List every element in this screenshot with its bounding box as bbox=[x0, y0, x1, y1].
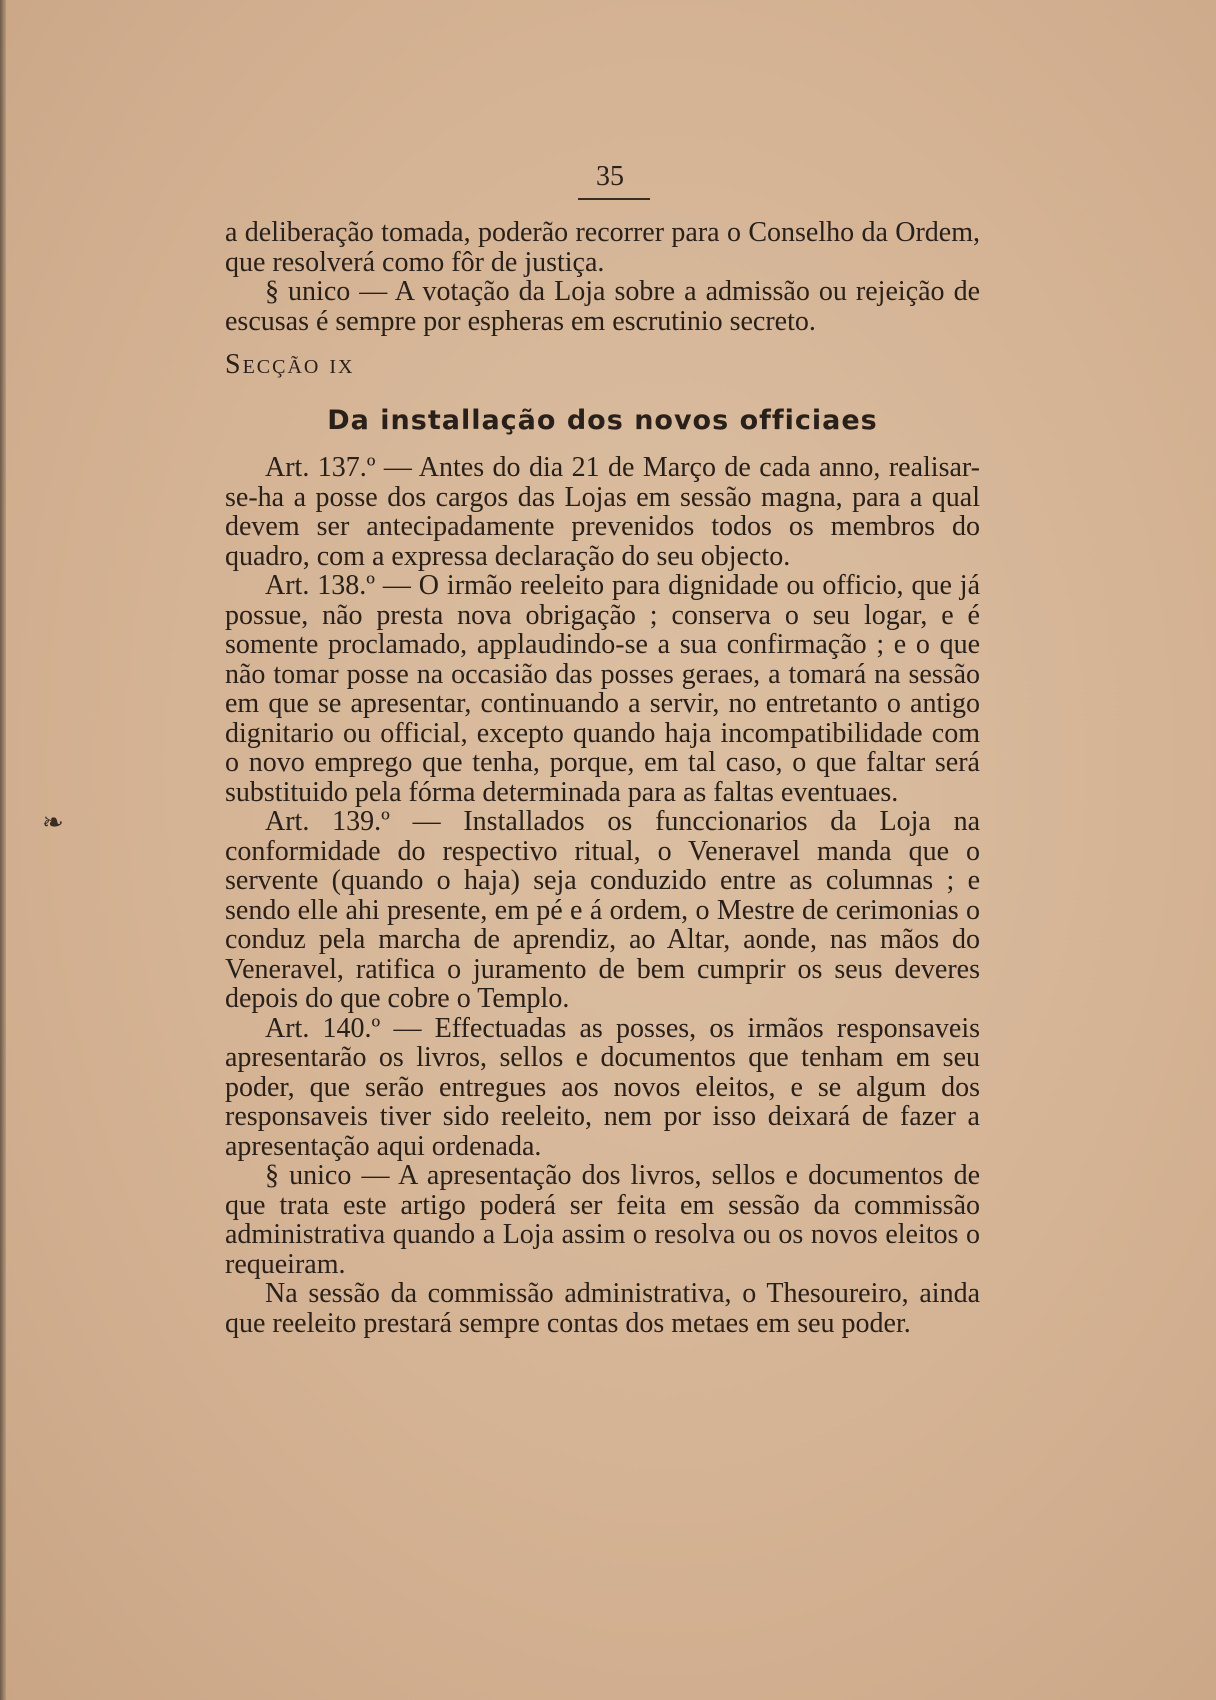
section-label: Secção ix bbox=[225, 349, 355, 380]
article-139: Art. 139.º — Installados os funccionarios da Loja na conformidade do respectivo ritual, o Veneravel manda que o servente (quando o haja) seja conduzido entre as columnas ; e sendo elle ahi presente, em pé e á ordem, o Mestre de cerimonias o conduz pela marcha de aprendiz, ao Altar, aonde, nas mãos do Veneravel, ratifica o juramento de bem cumprir os seus deveres depois do que cobre o Templo. bbox=[225, 806, 980, 1014]
page-number-rule bbox=[578, 198, 650, 200]
paragraph-unico-apresentacao: § unico — A apresentação dos livros, sellos e documentos de que trata este artigo poderá ser feita em sessão da commissão administrativa quando a Loja assim o resolva ou os novos eleitos o requeiram. bbox=[225, 1160, 980, 1280]
paragraph-deliberacao: a deliberação tomada, poderão recorrer para o Conselho da Ordem, que resolverá como fôr de justiça. bbox=[225, 217, 980, 278]
body-text bbox=[225, 218, 980, 1338]
article-140: Art. 140.º — Effectuadas as posses, os irmãos responsaveis apresentarão os livros, sellos e documentos que tenham em seu poder, que serão entregues aos novos eleitos, e se algum dos responsaveis tiver sido reeleito, nem por isso deixará de fazer a apresentação aqui ordenada. bbox=[225, 1012, 980, 1162]
fleuron-icon: ❧ bbox=[42, 808, 64, 837]
paragraph-thesoureiro: Na sessão da commissão administrativa, o Thesoureiro, ainda que reeleito prestará sempre contas dos metaes em seu poder. bbox=[225, 1278, 980, 1339]
article-138: Art. 138.º — O irmão reeleito para dignidade ou officio, que já possue, não presta nova obrigação ; conserva o seu logar, e é somente proclamado, applaudindo-se a sua confirmação ; e o que não tomar posse na occasião das posses geraes, a tomará na sessão em que se apresentar, continuando a servir, no entretanto o antigo dignitario ou official, excepto quando haja incompatibilidade com o novo emprego que tenha, porque, em tal caso, o que faltar será substituido pela fórma determinada para as faltas eventuaes. bbox=[225, 570, 980, 808]
page-left-edge bbox=[0, 0, 6, 1700]
section-heading: Da installação dos novos officiaes bbox=[327, 404, 878, 436]
page-number: 35 bbox=[596, 161, 624, 192]
article-137: Art. 137.º — Antes do dia 21 de Março de cada anno, realisar-se-ha a posse dos cargos das Lojas em sessão magna, para a qual devem ser antecipadamente prevenidos todos os membros do quadro, com a expressa declaração do seu objecto. bbox=[225, 452, 980, 572]
paragraph-unico-votacao: § unico — A votação da Loja sobre a admissão ou rejeição de escusas é sempre por espheras em escrutinio secreto. bbox=[225, 276, 980, 337]
